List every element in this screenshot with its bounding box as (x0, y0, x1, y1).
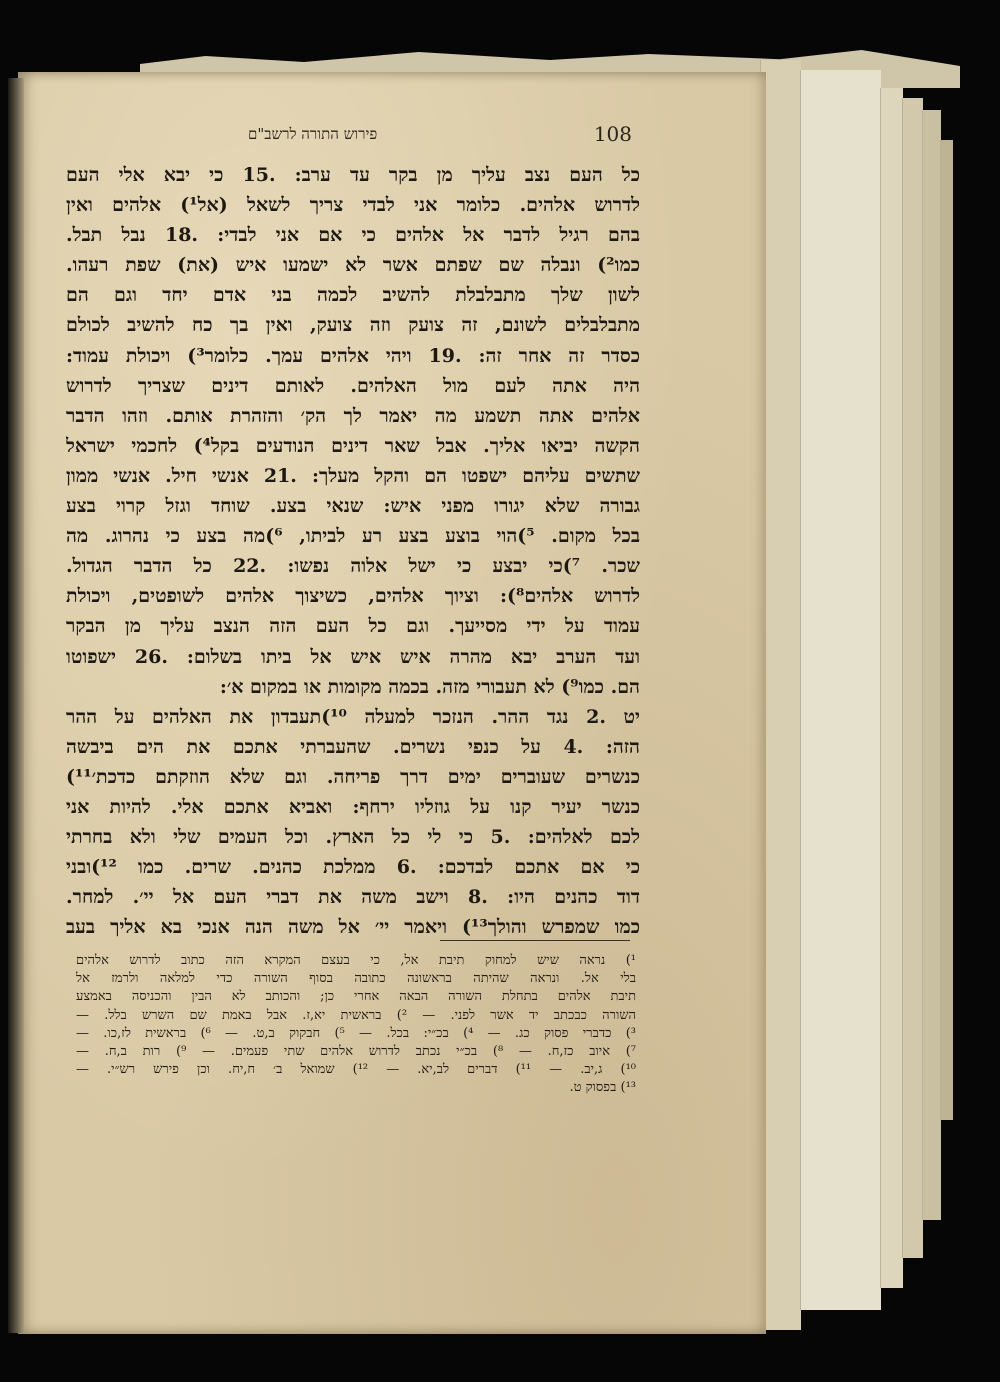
page-edge (922, 110, 941, 1220)
text-line: כמו שמפרש והולך¹³) ויאמר יי׳ אל משה הנה אנכי בא אליך בעב (66, 916, 640, 939)
text-line: כסדר זה אחר זה: .19 ויהי אלהים עמך. כלומר³) ויכולת עמוד: (66, 344, 640, 367)
text-line: כל העם נצב עליך מן בקר עד ערב: .15 כי יבא אלי העם (66, 164, 640, 186)
footnotes (76, 952, 636, 1098)
text-line: לדרוש אלהים⁸): וציוך אלהים, כשיצוך אלהים לשופטים, ויכולת (66, 585, 640, 608)
page-edge (902, 98, 923, 1258)
page-number: 108 (593, 122, 632, 146)
main-text (66, 160, 640, 942)
text-line: לכם לאלהים: .5 כי לי כל הארץ. וכל העמים שלי ולא בחרתי (66, 826, 640, 849)
footnote-line: בלי אל. ונראה שהיתה בראשונה כתובה בסוף השורה כדי למלאה ולרמז אל (76, 971, 636, 987)
text-line: הם. כמו⁹) לא תעבורי מזה. בכמה מקומות או במקום א׳: (219, 675, 640, 698)
footnote-line: תיבת אלהים בתחלת השורה הבאה אחרי כן; והכותב לא הבין והכניסה באמצע (76, 989, 636, 1005)
text-line: כי אם אתכם לבדכם: .6 ממלכת כהנים. שרים. כמו ¹²)ובני (66, 856, 640, 879)
footnote-line: השורה כבכתב יד אשר לפני. — ²) בראשית יא,ז. אבל באמת שם השרש בלל. — (76, 1007, 636, 1023)
text-line: כנשרים שעוברים ימים דרך פריחה. וגם שלא הוזקתם כדכת׳¹¹) (66, 765, 640, 788)
text-line: כנשר יעיר קנו על גוזליו ירחף: ואביא אתכם אלי. להיות אני (66, 795, 640, 818)
footnote-line: ¹⁰) ג,יב. — ¹¹) דברים לב,יא. — ¹²) שמואל ב׳ ח,יח. וכן פירש רש״י. — (76, 1062, 636, 1078)
page-edge (760, 60, 801, 1330)
text-line: אלהים אתה תשמע מה יאמר לך הק׳ והזהרת אותם. וזהו הדבר (66, 404, 640, 427)
text-line: הזה: .4 על כנפי נשרים. שהעברתי אתכם את הים ביבשה (66, 735, 640, 758)
page-edge (880, 88, 903, 1288)
book-spine (8, 78, 24, 1333)
page-edge (800, 70, 881, 1310)
text-line: לדרוש אלהים. כלומר אני לבדי צריך לשאל (אל¹) אלהים ואין (66, 194, 640, 217)
text-line: שתשים עליהם ישפטו הם והקל מעלך: .21 אנשי חיל. אנשי ממון (66, 464, 640, 487)
footnote-divider (440, 940, 630, 941)
footnote-line: ¹³) בפסוק ט. (569, 1080, 636, 1096)
text-line: יט .2 נגד ההר. הנזכר למעלה ¹⁰)תעבדון את האלהים על ההר (66, 705, 640, 728)
page-header (248, 118, 632, 150)
text-line: ועד הערב יבא מהרה איש איש אל ביתו בשלום: .26 ישפוטו (66, 645, 640, 668)
text-line: שכר. ⁷)כי יבצע כי ישל אלוה נפשו: .22 כל הדבר הגדול. (66, 555, 640, 578)
text-line: מתבלבלים לשונם, זה צועק וזה צועק, ואין בך כח להשיב לכולם (66, 314, 640, 337)
text-line: הקשה יביאו אליך. אבל שאר דינים הנודעים בקל⁴) לחכמי ישראל (66, 434, 640, 457)
footnote-line: ¹) נראה שיש למחוק תיבת אל, כי בעצם המקרא הזה כתוב לדרוש אלהים (76, 953, 636, 968)
text-line: דוד כהנים היו: .8 וישב משה את דברי העם אל יי׳. למחר. (66, 886, 640, 909)
page-edge (940, 140, 953, 1120)
running-title: פירוש התורה לרשב"ם (248, 124, 378, 143)
text-line: לשון שלך מתבלבלת להשיב לכמה בני אדם יחד וגם הם (66, 284, 640, 307)
footnote-line: ³) כדברי פסוק כג. — ⁴) בכ״י: בכל. — ⁵) חבקוק ב,ט. — ⁶) בראשית לז,כו. — (76, 1025, 636, 1041)
text-line: כמו²) ונבלה שם שפתם אשר לא ישמעו איש (את) שפת רעהו. (66, 254, 640, 277)
footnote-line: ⁷) איוב כז,ח. — ⁸) בכ״י נכתב לדרוש אלהים שתי פעמים. — ⁹) רות ב,ח. — (76, 1044, 636, 1060)
text-line: גבורה שלא יגורו מפני איש: שנאי בצע. שוחד וגזל קרוי בצע (66, 495, 640, 518)
text-line: עמוד על ידי מסייעך. וגם כל העם הזה הנצב עליך מן הבקר (66, 615, 640, 638)
text-line: בהם רגיל לדבר אל אלהים כי אם אני לבדי: .18 נבל תבל. (66, 224, 640, 247)
text-line: בכל מקום. ⁵)הוי בוצע בצע רע לביתו, ⁶)מה בצע כי נהרוג. מה (66, 525, 640, 548)
text-line: היה אתה לעם מול האלהים. לאותם דינים שצריך לדרוש (66, 374, 640, 397)
